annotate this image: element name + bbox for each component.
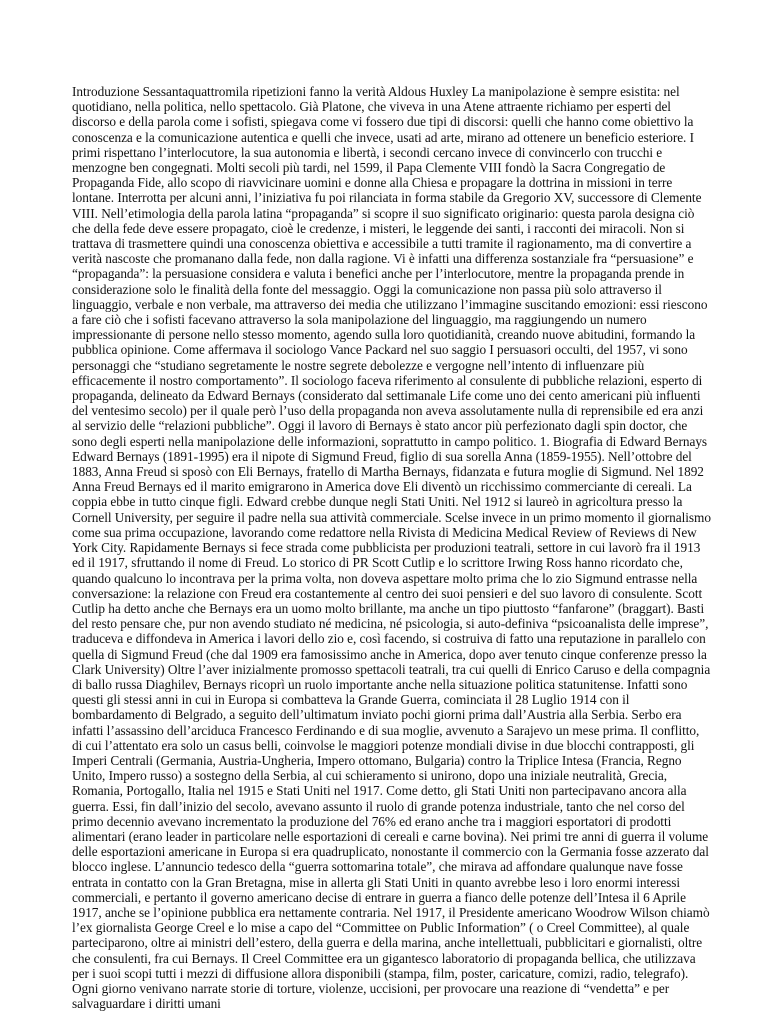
body-paragraph: Introduzione Sessantaquattromila ripetizioni fanno la verità Aldous Huxley La manipolazione è sempre esistita: nel quotidiano, nella politica, nello spettacolo. Già Platone, che viveva in una Atene attraente richiamo per esperti del discorso e della parola come i sofisti, spiegava come vi fossero due tipi di discorsi: quelli che hanno come obiettivo la conoscenza e la comunicazione autentica e quelli che invece, usati ad arte, mirano ad ottenere un beneficio esteriore. I primi rispettano l’interlocutore, la sua autonomia e libertà, i secondi cercano invece di convincerlo con trucchi e menzogne ben congegnati. Molti secoli più tardi, nel 1599, il Papa Clemente VIII fondò la Sacra Congregatio de Propaganda Fide, allo scopo di riavvicinare uomini e donne alla Chiesa e propagare la dottrina in missioni in terre lontane. Interrotta per alcuni anni, l’iniziativa fu poi rilanciata in forma stabile da Gregorio XV, successore di Clemente VIII. Nell’etimologia della parola latina “propaganda” si scopre il suo significato originario: questa parola designa ciò che della fede deve essere propagato, cioè le credenze, i misteri, le leggende dei santi, i racconti dei miracoli. Non si trattava di trasmettere quindi una conoscenza obiettiva e accessibile a tutti tramite il ragionamento, ma di convertire a verità nascoste che promanano dalla fede, non dalla ragione. Vi è infatti una differenza sostanziale fra “persuasione” e “propaganda”: la persuasione considera e valuta i benefici anche per l’interlocutore, mentre la propaganda prende in considerazione solo le finalità della fonte del messaggio. Oggi la comunicazione non passa più solo attraverso il linguaggio, verbale e non verbale, ma attraverso dei media che utilizzano l’immagine suscitando emozioni: essi riescono a fare ciò che i sofisti facevano attraverso la sola manipolazione del linguaggio, ma raggiungendo un numero impressionante di persone nello stesso momento, agendo sulla loro quotidianità, creando nuove abitudini, formando la pubblica opinione. Come affermava il sociologo Vance Packard nel suo saggio I persuasori occulti, del 1957, vi sono personaggi che “studiano segretamente le nostre segrete debolezze e vergogne nell’intento di influenzare più efficacemente il nostro comportamento”. Il sociologo faceva riferimento al consulente di pubbliche relazioni, esperto di propaganda, delineato da Edward Bernays (considerato dal settimanale Life come uno dei cento americani più influenti del ventesimo secolo) per il quale però l’uso della propaganda non aveva assolutamente nulla di reprensibile ed era anzi al servizio delle “relazioni pubbliche”. Oggi il lavoro di Bernays è stato ancor più perfezionato dagli spin doctor, che sono degli esperti nella manipolazione delle informazioni, soprattutto in campo politico. 1. Biografia di Edward Bernays Edward Bernays (1891-1995) era il nipote di Sigmund Freud, figlio di sua sorella Anna (1859-1955). Nell’ottobre del 1883, Anna Freud si sposò con Eli Bernays, fratello di Martha Bernays, fidanzata e futura moglie di Sigmund. Nel 1892 Anna Freud Bernays ed il marito emigrarono in America dove Eli diventò un ricchissimo commerciante di cereali. La coppia ebbe in tutto cinque figli. Edward crebbe dunque negli Stati Uniti. Nel 1912 si laureò in agricoltura presso la Cornell University, per seguire il padre nella sua attività commerciale. Scelse invece in un primo momento il giornalismo come sua prima occupazione, lavorando come redattore nella Rivista di Medicina Medical Review of Reviews di New York City. Rapidamente Bernays si fece strada come pubblicista per produzioni teatrali, settore in cui lavorò fra il 1913 ed il 1917, sfruttando il nome di Freud. Lo storico di PR Scott Cutlip e lo scrittore Irwing Ross hanno ricordato che, quando qualcuno lo incontrava per la prima volta, non doveva aspettare molto prima che lo zio Sigmund entrasse nella conversazione: la relazione con Freud era costantemente al centro dei suoi pensieri e del suo lavoro di consulente. Scott Cutlip ha detto anche che Bernays era un uomo molto brillante, ma anche un tipo piuttosto “fanfarone” (braggart). Basti del resto pensare che, pur non avendo studiato né medicina, né psicologia, si auto-definiva “psicoanalista delle imprese”, traduceva e diffondeva in America i lavori dello zio e, così facendo, si costruiva di fatto una reputazione in parallelo con quella di Sigmund Freud (che dal 1909 era famosissimo anche in America, dopo aver tenuto cinque conferenze presso la Clark University) Oltre l’aver inizialmente promosso spettacoli teatrali, tra cui quelli di Enrico Caruso e della compagnia di ballo russa Diaghilev, Bernays ricoprì un ruolo importante anche nella situazione politica statunitense. Infatti sono questi gli stessi anni in cui in Europa si combatteva la Grande Guerra, cominciata il 28 Luglio 1914 con il bombardamento di Belgrado, a seguito dell’ultimatum inviato pochi giorni prima dall’Austria alla Serbia. Serbo era infatti l’assassino dell’arciduca Francesco Ferdinando e di sua moglie, avvenuto a Sarajevo un mese prima. Il conflitto, di cui l’attentato era solo un casus belli, coinvolse le maggiori potenze mondiali divise in due blocchi contrapposti, gli Imperi Centrali (Germania, Austria-Ungheria, Impero ottomano, Bulgaria) contro la Triplice Intesa (Francia, Regno Unito, Impero russo) a sostegno della Serbia, al cui schieramento si unirono, dopo una iniziale neutralità, Grecia, Romania, Portogallo, Italia nel 1915 e Stati Uniti nel 1917. Come detto, gli Stati Uniti non partecipavano ancora alla guerra. Essi, fin dall’inizio del secolo, avevano assunto il ruolo di grande potenza industriale, tanto che nel corso del primo decennio avevano incrementato la produzione del 76% ed erano anche tra i maggiori esportatori di prodotti alimentari (erano leader in particolare nelle esportazioni di cereali e carne bovina). Nei primi tre anni di guerra il volume delle esportazioni americane in Europa si era quadruplicato, nonostante il commercio con la Germania fosse azzerato dal blocco inglese. L’annuncio tedesco della “guerra sottomarina totale”, che mirava ad affondare qualunque nave fosse entrata in contatto con la Gran Bretagna, mise in allerta gli Stati Uniti in quanto avrebbe leso i loro enormi interessi commerciali, e pertanto il governo americano decise di entrare in guerra a fianco delle potenze dell’Intesa il 6 Aprile 1917, anche se l’opinione pubblica era nettamente contraria. Nel 1917, il Presidente americano Woodrow Wilson chiamò l’ex giornalista George Creel e lo mise a capo del “Committee on Public Information” ( o Creel Committee), al quale parteciparono, oltre ai ministri dell’estero, della guerra e della marina, anche intellettuali, pubblicitari e giornalisti, oltre che consulenti, fra cui Bernays. Il Creel Committee era un gigantesco laboratorio di propaganda bellica, che utilizzava per i suoi scopi tutti i mezzi di diffusione allora disponibili (stampa, film, poster, caricature, comizi, radio, telegrafo). Ogni giorno venivano narrate storie di torture, violenze, uccisioni, per provocare una reazione di “vendetta” e per salvaguardare i diritti umani <box>72 84 711 1012</box>
document-page <box>72 84 712 1014</box>
